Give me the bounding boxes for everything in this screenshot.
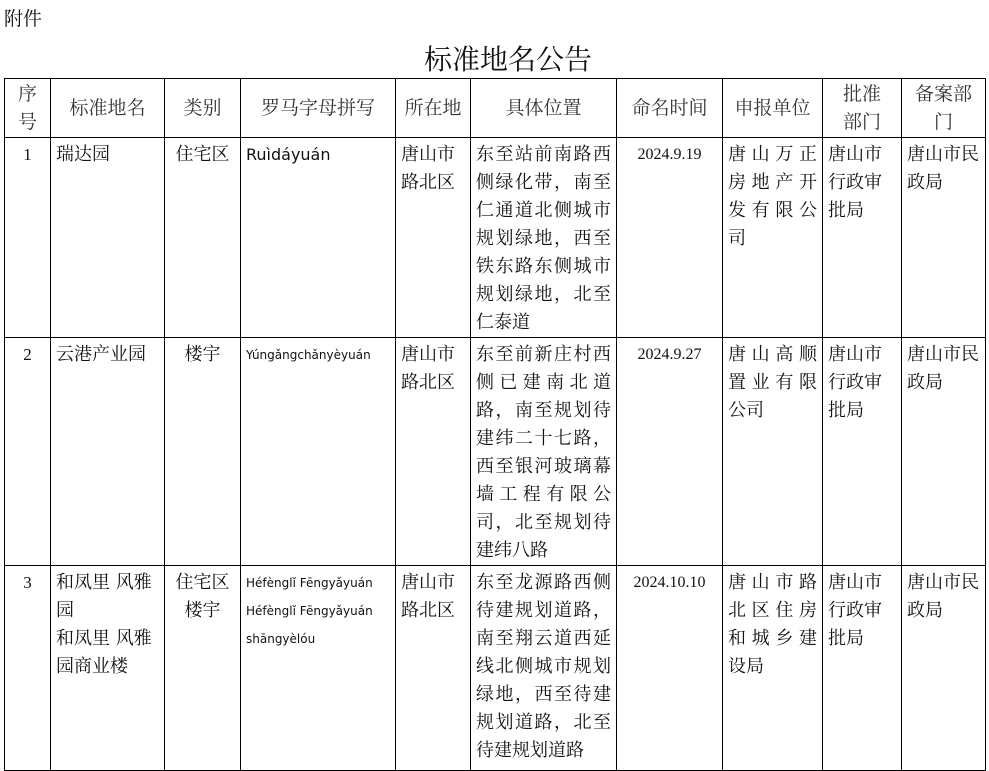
table-row	[5, 338, 986, 566]
cell-naming-date: 2024.9.27	[617, 338, 723, 566]
name-line: 和凤里 风雅园	[56, 572, 152, 621]
table-row	[5, 566, 986, 771]
cell-naming-date: 2024.9.19	[617, 138, 723, 338]
name-line: 瑞达园	[56, 144, 110, 165]
cell-position: 东至站前南路西侧绿化带，南至仁通道北侧城市规划绿地，西至铁东路东侧城市规划绿地，北至仁泰道	[471, 138, 617, 338]
cell-category	[165, 566, 241, 771]
header-category: 类别	[165, 79, 241, 138]
header-naming-date: 命名时间	[617, 79, 723, 138]
page-title: 标准地名公告	[423, 43, 592, 76]
cell-romanization	[241, 138, 396, 338]
cell-category	[165, 138, 241, 338]
cell-index: 3	[5, 566, 51, 771]
romanization-line: Yúngǎngchǎnyèyuán	[246, 348, 371, 362]
attachment-label: 附件	[4, 8, 43, 30]
header-romanization: 罗马字母拼写	[241, 79, 396, 138]
cell-standard-name	[51, 138, 165, 338]
cell-romanization	[241, 338, 396, 566]
category-line: 住宅区	[175, 572, 230, 593]
header-position: 具体位置	[471, 79, 617, 138]
header-row	[5, 79, 986, 138]
cell-approver: 唐山市行政审批局	[823, 338, 902, 566]
cell-location: 唐山市路北区	[396, 566, 471, 771]
cell-applicant: 唐山高顺置业有限公司	[723, 338, 823, 566]
header-location: 所在地	[396, 79, 471, 138]
name-line: 和凤里 风雅园商业楼	[56, 628, 152, 677]
cell-position: 东至龙源路西侧待建规划道路，南至翔云道西延线北侧城市规划绿地，西至待建规划道路，北至待建规划道路	[471, 566, 617, 771]
cell-standard-name	[51, 338, 165, 566]
category-line: 楼宇	[184, 344, 221, 365]
cell-position: 东至前新庄村西侧已建南北道路，南至规划待建纬二十七路，西至银河玻璃幕墙工程有限公司，北至规划待建纬八路	[471, 338, 617, 566]
cell-applicant: 唐山万正房地产开发有限公司	[723, 138, 823, 338]
cell-romanization	[241, 566, 396, 771]
romanization-line: Ruìdáyuán	[246, 145, 331, 164]
name-line: 云港产业园	[56, 344, 146, 365]
cell-applicant: 唐山市路北区住房和城乡建设局	[723, 566, 823, 771]
header-approver: 批准部门	[823, 79, 902, 138]
header-standard-name: 标准地名	[51, 79, 165, 138]
cell-index: 1	[5, 138, 51, 338]
romanization-line: Héfènglǐ Fēngyǎyuán	[246, 576, 373, 590]
table-row	[5, 138, 986, 338]
romanization-line: Héfènglǐ Fēngyǎyuán shāngyèlóu	[246, 604, 373, 646]
category-line: 楼宇	[184, 600, 221, 621]
cell-filing-dept: 唐山市民政局	[902, 138, 986, 338]
cell-naming-date: 2024.10.10	[617, 566, 723, 771]
cell-filing-dept: 唐山市民政局	[902, 566, 986, 771]
cell-index: 2	[5, 338, 51, 566]
cell-location: 唐山市路北区	[396, 338, 471, 566]
cell-category	[165, 338, 241, 566]
notice-table	[4, 78, 986, 771]
cell-approver: 唐山市行政审批局	[823, 138, 902, 338]
cell-approver: 唐山市行政审批局	[823, 566, 902, 771]
category-line: 住宅区	[175, 144, 230, 165]
cell-filing-dept: 唐山市民政局	[902, 338, 986, 566]
header-index: 序号	[5, 79, 51, 138]
cell-standard-name	[51, 566, 165, 771]
header-filing-dept: 备案部门	[902, 79, 986, 138]
header-applicant: 申报单位	[723, 79, 823, 138]
cell-location: 唐山市路北区	[396, 138, 471, 338]
